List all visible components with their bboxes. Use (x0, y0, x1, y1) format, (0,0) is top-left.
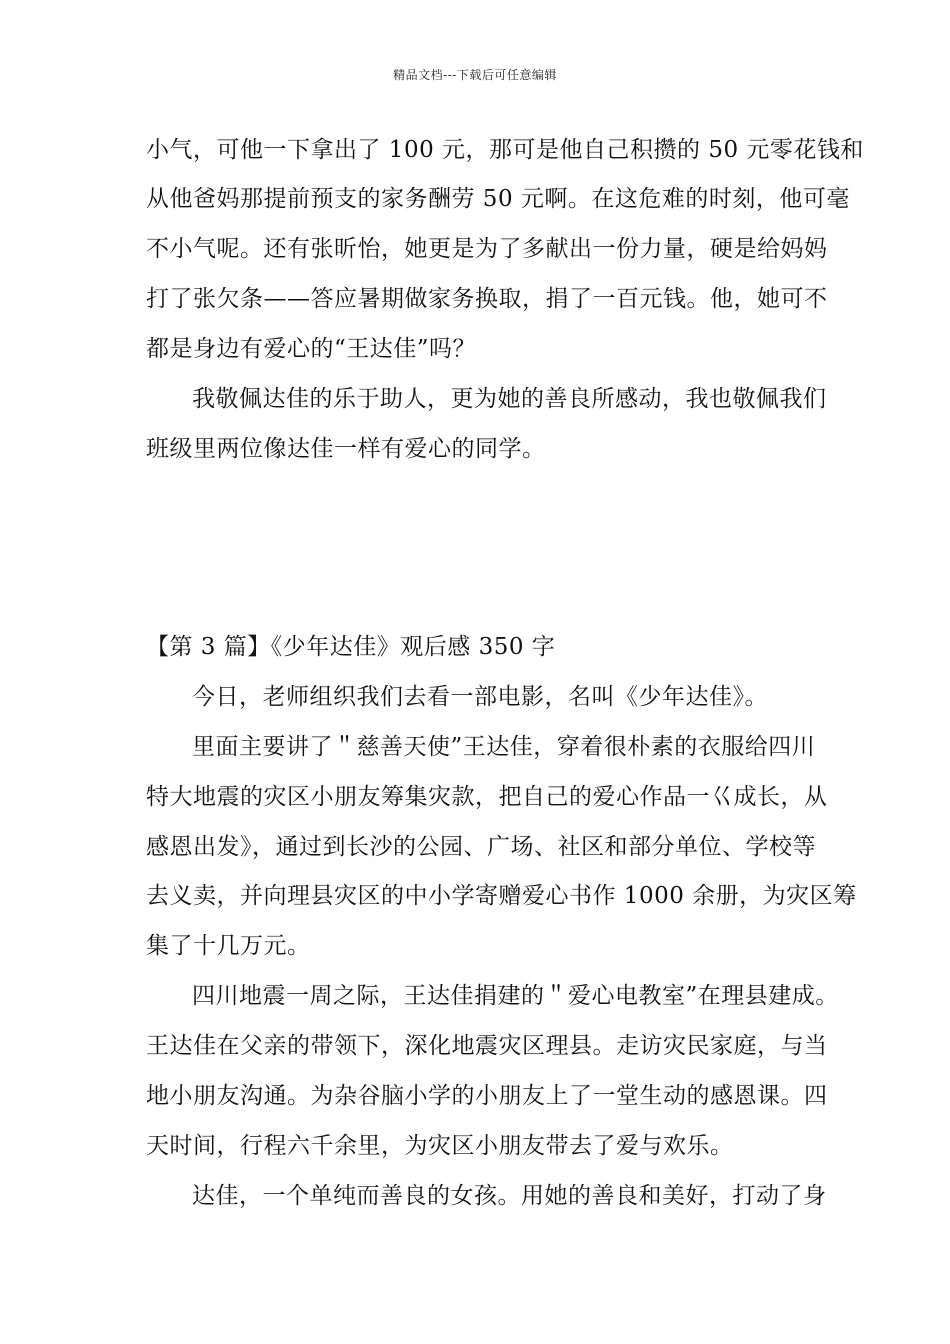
paragraph-line: 我敬佩达佳的乐于助人，更为她的善良所感动，我也敬佩我们 (192, 386, 827, 412)
paragraph-line: 达佳，一个单纯而善良的女孩。用她的善良和美好，打动了身 (192, 1183, 827, 1209)
paragraph-line: 感恩出发》，通过到长沙的公园、广场、社区和部分单位、学校等 (146, 834, 816, 860)
section-title: 【第 3 篇】《少年达佳》观后感 350 字 (146, 634, 556, 660)
paragraph-line: 地小朋友沟通。为杂谷脑小学的小朋友上了一堂生动的感恩课。四 (146, 1083, 828, 1109)
paragraph-line: 都是身边有爱心的“王达佳”吗？ (146, 336, 477, 362)
paragraph-line: 去义卖，并向理县灾区的中小学寄赠爱心书作 1000 余册，为灾区筹 (146, 883, 857, 909)
paragraph-line: 不小气呢。还有张昕怡，她更是为了多献出一份力量，硬是给妈妈 (146, 236, 828, 262)
paragraph-line: 天时间，行程六千余里，为灾区小朋友带去了爱与欢乐。 (146, 1133, 734, 1159)
paragraph-line: 从他爸妈那提前预支的家务酬劳 50 元啊。在这危难的时刻，他可毫 (146, 186, 850, 212)
paragraph-line: 打了张欠条——答应暑期做家务换取，捐了一百元钱。他，她可不 (146, 286, 828, 312)
paragraph-line: 里面主要讲了＂慈善天使”王达佳，穿着很朴素的衣服给四川 (192, 734, 816, 760)
paragraph-line: 王达佳在父亲的带领下，深化地震灾区理县。走访灾民家庭，与当 (146, 1033, 828, 1059)
paragraph-line: 小气，可他一下拿出了 100 元，那可是他自己积攒的 50 元零花钱和 (146, 137, 864, 163)
paragraph-line: 四川地震一周之际，王达佳捐建的＂爱心电教室”在理县建成。 (192, 983, 839, 1009)
paragraph-line: 特大地震的灾区小朋友筹集灾款，把自己的爱心作品一巜成长，从 (146, 784, 828, 810)
paragraph-line: 集了十几万元。 (146, 933, 311, 959)
page-header: 精品文档---下载后可任意编辑 (393, 68, 557, 82)
paragraph-line: 班级里两位像达佳一样有爱心的同学。 (146, 436, 546, 462)
paragraph-line: 今日，老师组织我们去看一部电影，名叫《少年达佳》。 (192, 684, 768, 710)
